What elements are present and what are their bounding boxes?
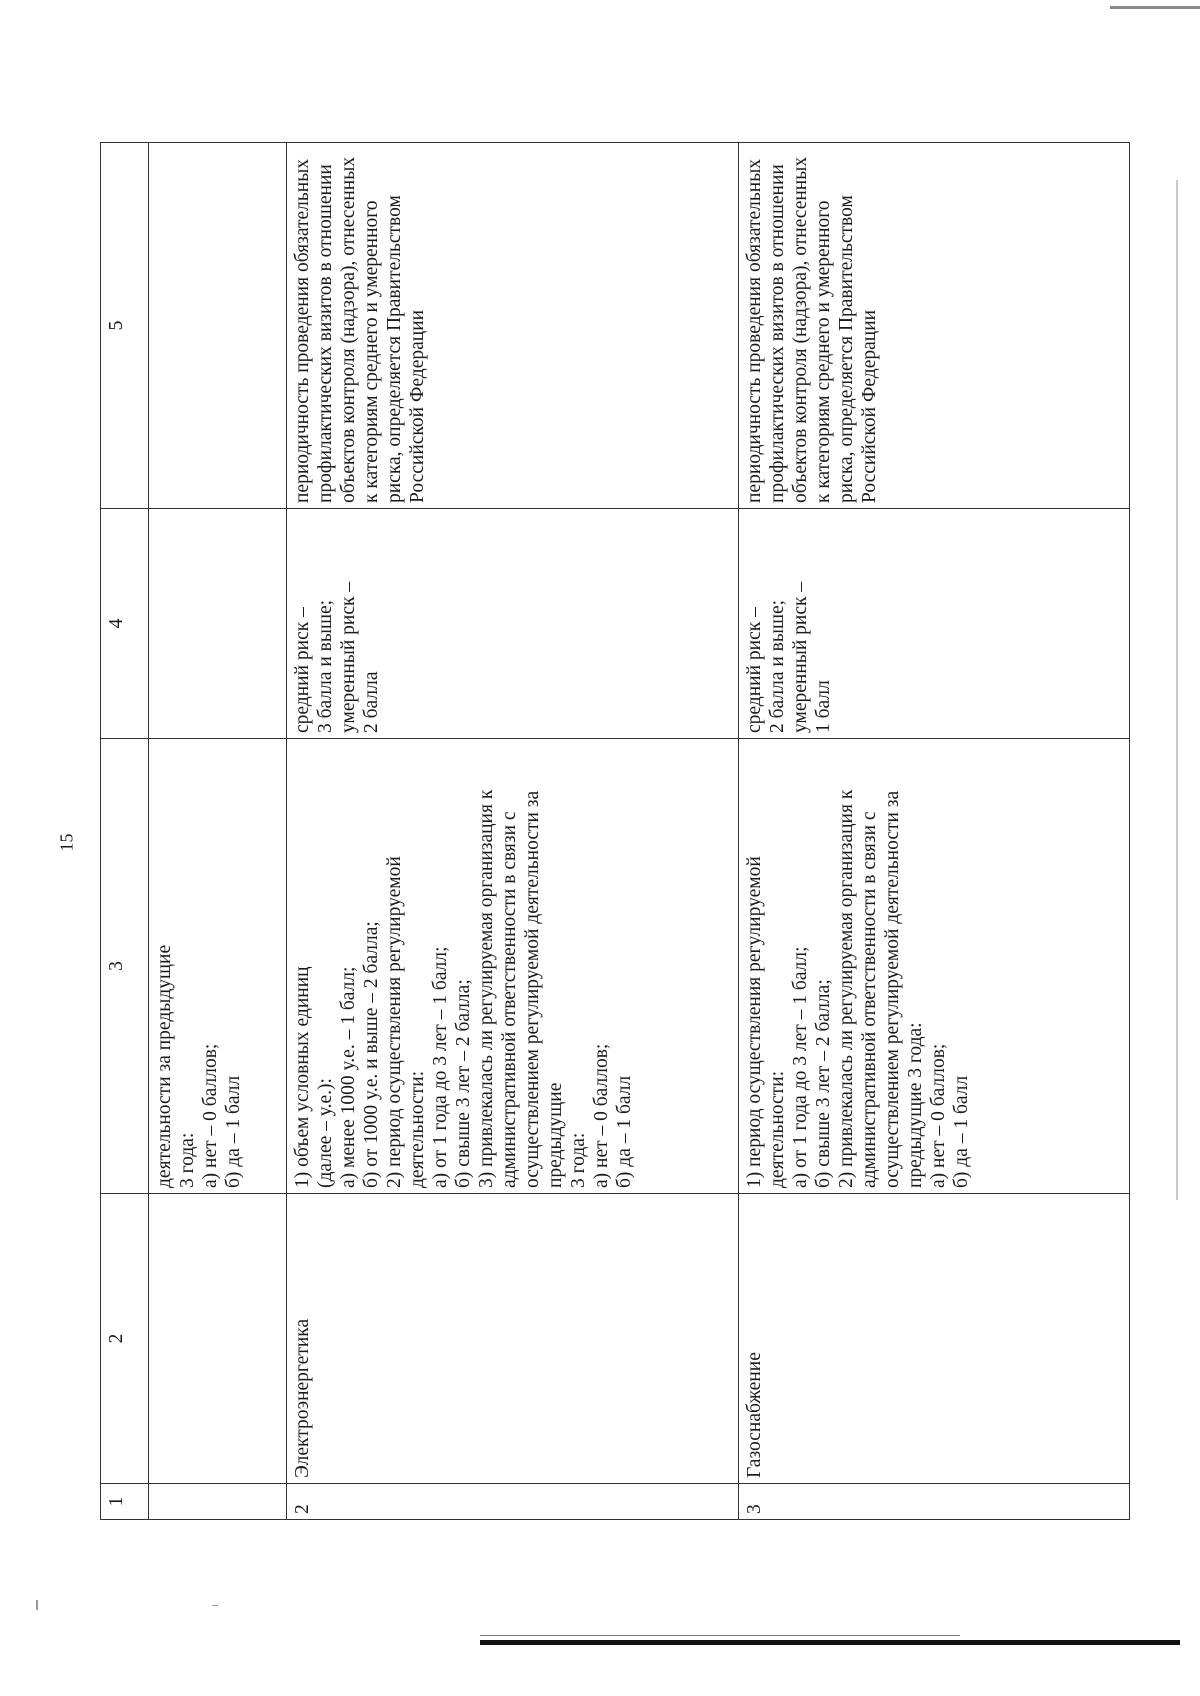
risk-line: средний риск – (744, 607, 765, 733)
table-row (739, 143, 1130, 1520)
scan-speck (36, 1600, 38, 1610)
header-cell: 3 (101, 739, 149, 1194)
criteria-line: 3 года: (568, 1132, 589, 1188)
criteria-cell (287, 739, 739, 1194)
criteria-line: а) нет – 0 баллов; (928, 1043, 949, 1188)
criteria-line: 1) объем условных единиц (292, 966, 313, 1188)
sphere-name (149, 1194, 287, 1484)
scan-edge-mark (1110, 6, 1200, 9)
risk-cell (739, 509, 1130, 739)
risk-line: 2 балла и выше; (767, 599, 788, 733)
criteria-line: 3) привлекалась ли регулируемая организация к административной ответственности в связи с осуществлением регулируемой деятельности за предыдущие (476, 789, 566, 1188)
criteria-line: б) да – 1 балл (951, 1075, 972, 1188)
criteria-line: б) от 1000 у.е. и выше – 2 балла; (361, 921, 382, 1188)
row-number: 2 (287, 1484, 739, 1520)
risk-line: 1 балл (813, 680, 834, 733)
criteria-line: 2) период осуществления регулируемой деятельности: (384, 856, 428, 1188)
header-cell: 5 (101, 143, 149, 509)
row-number: 3 (739, 1484, 1130, 1520)
scan-speck (212, 1605, 218, 1606)
criteria-line: 2) привлекалась ли регулируемая организация к административной ответственности в связи с осуществлением регулируемой деятельности за предыдущие 3 года: (836, 789, 926, 1188)
page-number: 15 (56, 833, 77, 852)
criteria-line: 3 года: (177, 1132, 198, 1188)
criteria-line: б) свыше 3 лет – 2 балла; (453, 979, 474, 1188)
criteria-line: б) свыше 3 лет – 2 балла; (813, 979, 834, 1188)
sphere-name: Электроэнергетика (287, 1194, 739, 1484)
risk-line: средний риск – (292, 607, 313, 733)
periodicity-cell: периодичность проведения обязательных профилактических визитов в отношении объектов контроля (надзора), отнесенных к категориям среднего и умеренного риска, определяется Правительством Российской Федерации (287, 143, 739, 509)
criteria-line: б) да – 1 балл (614, 1075, 635, 1188)
criteria-table (100, 142, 1130, 1520)
risk-line: умеренный риск – (338, 581, 359, 733)
table-row (287, 143, 739, 1520)
table-row (149, 143, 287, 1520)
criteria-line: б) да – 1 балл (223, 1075, 244, 1188)
scan-edge-mark (480, 1635, 960, 1636)
row-number (149, 1484, 287, 1520)
scan-edge-mark (480, 1640, 1180, 1645)
header-cell: 1 (101, 1484, 149, 1520)
rotated-table-container (100, 142, 1130, 1520)
criteria-line: а) от 1 года до 3 лет – 1 балл; (790, 946, 811, 1188)
periodicity-cell: периодичность проведения обязательных профилактических визитов в отношении объектов контроля (надзора), отнесенных к категориям среднего и умеренного риска, определяется Правительством Российской Федерации (739, 143, 1130, 509)
criteria-line: а) от 1 года до 3 лет – 1 балл; (430, 946, 451, 1188)
header-row (101, 143, 149, 1520)
risk-cell (149, 509, 287, 739)
risk-line: 3 балла и выше; (315, 599, 336, 733)
risk-line: умеренный риск – (790, 581, 811, 733)
risk-cell (287, 509, 739, 739)
risk-line: 2 балла (361, 671, 382, 733)
criteria-line: а) нет – 0 баллов; (591, 1043, 612, 1188)
criteria-line: 1) период осуществления регулируемой деятельности: (744, 856, 788, 1188)
criteria-line: а) нет – 0 баллов; (200, 1043, 221, 1188)
criteria-line: деятельности за предыдущие (154, 944, 175, 1188)
sphere-name: Газоснабжение (739, 1194, 1130, 1484)
criteria-line: (далее – у.е.): (315, 1078, 336, 1188)
periodicity-cell (149, 143, 287, 509)
scan-edge-mark (1176, 180, 1178, 1200)
criteria-cell (739, 739, 1130, 1194)
criteria-cell (149, 739, 287, 1194)
header-cell: 2 (101, 1194, 149, 1484)
header-cell: 4 (101, 509, 149, 739)
criteria-line: а) менее 1000 у.е. – 1 балл; (338, 966, 359, 1188)
